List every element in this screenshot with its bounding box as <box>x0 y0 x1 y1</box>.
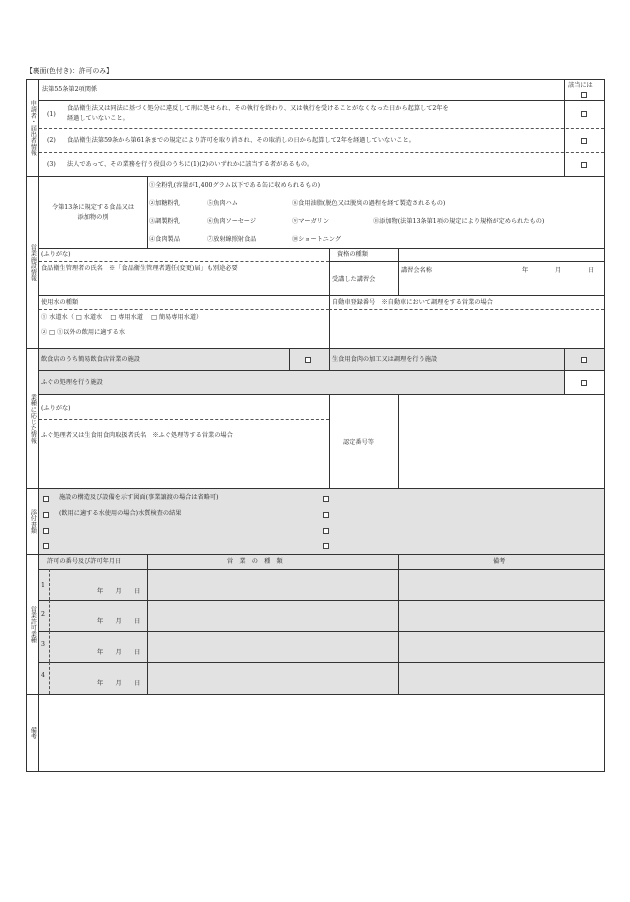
permits-section: 営業許可業種 許可の番号及び許可年月日 営 業 の 種 類 備考 1 年 月 日 2 年 月 日 3 年 月 日 4 年 月 日 <box>27 555 604 695</box>
permit-date-1[interactable]: 年 月 日 <box>97 588 141 595</box>
water-option-1[interactable]: ① 水道水（ □ 水道水 □ 専用水道 □ 簡易専用水道） <box>41 314 203 321</box>
raw-meat-checkbox[interactable] <box>581 357 587 363</box>
attach-3-checkbox-b[interactable] <box>323 528 329 534</box>
disqual-1-text: 食品衛生法又は同法に基づく処分に違反して刑に処せられ、その執行を終わり、又は執行を受けることがなくなった日から起算して2年を <box>67 105 449 112</box>
page-title: 【裏面(色付き)：許可のみ】 <box>26 67 113 75</box>
permit-date-2[interactable]: 年 月 日 <box>97 618 141 625</box>
permit-date-4[interactable]: 年 月 日 <box>97 680 141 687</box>
fugu-checkbox[interactable] <box>581 380 587 386</box>
simple-restaurant-checkbox[interactable] <box>305 357 311 363</box>
raw-meat-label: 生食用食肉の加工又は調理を行う施設 <box>332 356 438 363</box>
vehicle-number-label: 自動車登録番号 ※自動車において調理をする営業の場合 <box>332 299 493 306</box>
handler-furigana-label: (ふりがな) <box>41 405 71 412</box>
opt-6[interactable]: ⑥魚肉ソーセージ <box>207 218 257 225</box>
opt-7[interactable]: ⑦放射線照射食品 <box>207 236 257 243</box>
attach-1-checkbox-b[interactable] <box>323 496 329 502</box>
manager-furigana-label: (ふりがな) <box>41 251 71 258</box>
disqual-3-checkbox[interactable] <box>581 162 587 168</box>
attach-3-checkbox[interactable] <box>43 528 49 534</box>
simple-restaurant-label: 飲食店のうち簡易飲食店営業の施設 <box>41 356 140 363</box>
attach-1-checkbox[interactable] <box>43 496 49 502</box>
attach-2-checkbox-b[interactable] <box>323 512 329 518</box>
business-type-section <box>27 349 604 489</box>
permit-no-header: 許可の番号及び許可年月日 <box>47 558 122 565</box>
law-header: 法第55条第2項関係 <box>42 86 98 93</box>
facility-side-label: 営業施設情報 <box>29 243 37 282</box>
attach-4-checkbox-b[interactable] <box>323 543 329 549</box>
applicant-side-label: 申請者・届出者情報 <box>29 100 37 156</box>
cert-number-label: 認定番号等 <box>343 439 374 446</box>
opt-8[interactable]: ⑧食用油脂(脱色又は脱臭の過程を経て製造されるもの) <box>292 200 446 207</box>
remarks-side-label: 備考 <box>29 726 37 740</box>
attachments-side-label: 添付書類 <box>29 509 37 534</box>
opt-1[interactable]: ①全粉乳(容量が1,400グラム以下である缶に収められるもの) <box>149 182 320 189</box>
applicable-checkbox[interactable] <box>581 92 587 98</box>
opt-5[interactable]: ⑤魚肉ハム <box>207 200 238 207</box>
opt-11[interactable]: ⑪添加物(法第13条第1項の規定により規格が定められたもの) <box>373 218 545 225</box>
attach-2-label: (飲用に適する水使用の場合)水質検査の結果 <box>59 510 182 517</box>
remarks-section <box>27 695 604 771</box>
disqual-2-checkbox[interactable] <box>581 138 587 144</box>
disqual-1-checkbox[interactable] <box>581 111 587 117</box>
water-option-2[interactable]: ② □ ①以外の飲用に適する水 <box>41 329 126 336</box>
disqual-2-text: 食品衛生法第59条から第61条までの規定により許可を取り消され、その取消しの日から起算して2年を経過していないこと。 <box>67 137 415 144</box>
remarks-header: 備考 <box>493 558 506 565</box>
permits-side-label: 営業許可業種 <box>29 605 37 644</box>
disqual-3-text: 法人であって、その業務を行う役員のうちに(1)(2)のいずれかに該当する者があるもの。 <box>67 161 314 168</box>
attach-1-label: 施設の構造及び設備を示す図面(事業譲渡の場合は省略可) <box>59 494 219 501</box>
fugu-label: ふぐの処理を行う施設 <box>41 379 103 386</box>
water-type-label: 使用水の種類 <box>41 299 79 306</box>
manager-name-label: 食品衛生管理者の氏名 ※「食品衛生管理者選任(変更)届」も別途必要 <box>41 265 238 272</box>
business-type-header: 営 業 の 種 類 <box>227 558 283 565</box>
opt-4[interactable]: ④食肉製品 <box>149 236 180 243</box>
form-sheet <box>26 79 605 772</box>
opt-9[interactable]: ⑨マーガリン <box>292 218 330 225</box>
course-label: 受講した講習会 <box>332 276 376 283</box>
applicable-header: 該当には <box>568 82 593 89</box>
opt-3[interactable]: ③調製粉乳 <box>149 218 180 225</box>
attach-2-checkbox[interactable] <box>43 512 49 518</box>
applicant-section: 申請者・届出者情報 法第55条第2項関係 該当には (1) 食品衛生法又は同法に基づく処分に違反して刑に処せられ、その執行を終わり、又は執行を受けることがなくなった日から起算して2年を 経過していないこと。 (2) 食品衛生法第59条から第61条までの規定により許可を取り消され、その取消しの日から起算して2年を経過していないこと。 (3) 法人であって、その業務を行う役員のうちに(1)(2)のいずれかに該当する者があるもの。 <box>27 80 604 177</box>
opt-2[interactable]: ②加糖粉乳 <box>149 200 180 207</box>
handler-name-label: ふぐ処理者又は生食用食肉取扱者氏名 ※ふぐ処理等する営業の場合 <box>41 432 233 439</box>
art13-label: 令第13条に規定する食品又は <box>51 204 135 211</box>
course-name-label: 講習会名称 <box>401 267 432 274</box>
business-type-side-label: 業種に応じた情報 <box>29 393 37 444</box>
qualification-label: 資格の種類 <box>337 251 368 258</box>
attach-4-checkbox[interactable] <box>43 543 49 549</box>
permit-date-3[interactable]: 年 月 日 <box>97 649 141 656</box>
facility-section: 営業施設情報 令第13条に規定する食品又は 添加物の別 ①全粉乳(容量が1,400グラム以下である缶に収められるもの) ②加糖粉乳 ⑤魚肉ハム ⑧食用油脂(脱色又は脱臭の過程を経て製造されるもの) ③調製粉乳 ⑥魚肉ソーセージ ⑨マーガリン ⑪添加物(法第13条第1項の規定により規格が定められたもの) ④食肉製品 ⑦放射線照射食品 ⑩ショートニング (ふりがな) 食品衛生管理者の氏名 ※「食品衛生管理者選任(変更)届」も別途必要 資格の種類 受講した講習会 講習会名称 年 月 日 使用水の種類 ① 水道水（ □ 水道水 □ 専用水道 □ 簡易専用水道） ② □ ①以外の飲用に適する水 自動車登録番号 ※自動車において調理をする営業の場合 <box>27 177 604 349</box>
attachments-section <box>27 489 604 555</box>
opt-10[interactable]: ⑩ショートニング <box>292 236 342 243</box>
